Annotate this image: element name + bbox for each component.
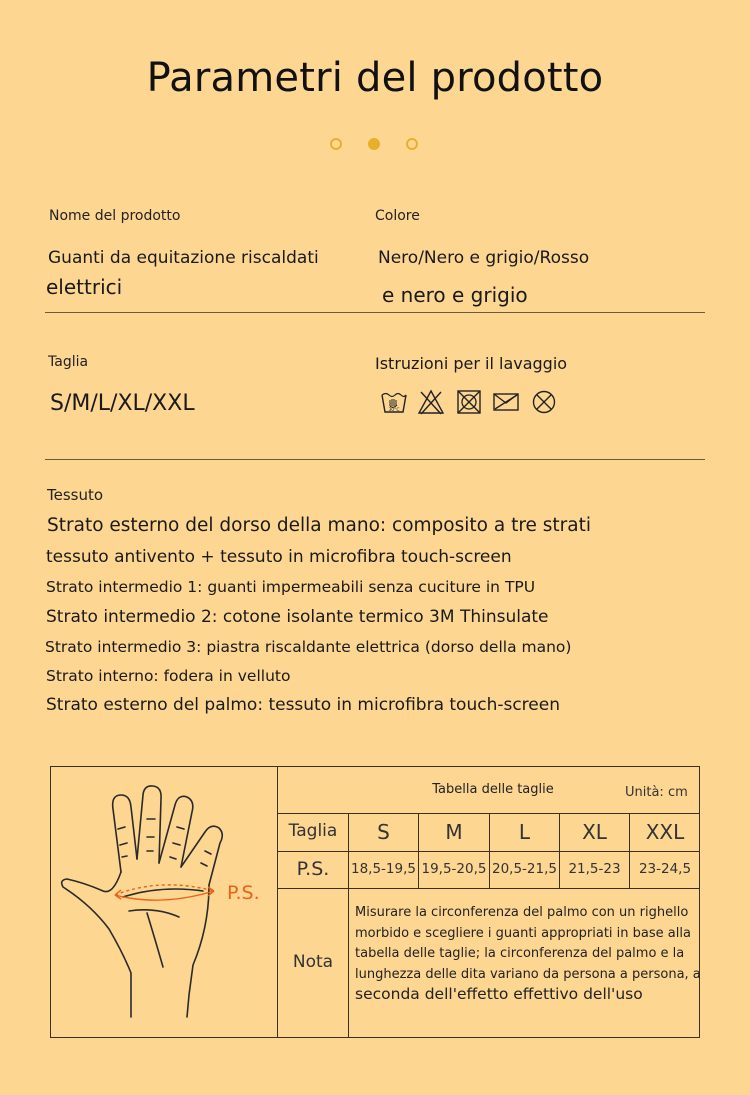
no-dry-clean-icon <box>530 388 558 416</box>
ps-marker-label: P.S. <box>227 882 260 904</box>
note-line-2: morbido e scegliere i guanti appropriati in base alla <box>355 926 691 941</box>
fabric-line-5: Strato intermedio 3: piastra riscaldante elettrica (dorso della mano) <box>45 638 572 656</box>
size-l: L <box>518 820 531 844</box>
ps-l: 20,5-21,5 <box>492 861 557 877</box>
note-line-1: Misurare la circonferenza del palmo con un righello <box>355 905 689 920</box>
fabric-label: Tessuto <box>47 486 104 504</box>
carousel-dot-2-active[interactable] <box>368 138 380 150</box>
table-hline-1 <box>277 813 700 814</box>
ps-xl: 21,5-23 <box>568 861 621 877</box>
row-size-label: Taglia <box>288 821 338 841</box>
table-divider-hand <box>277 766 278 1038</box>
fabric-line-1: Strato esterno del dorso della mano: composito a tre strati <box>47 515 592 536</box>
row-note-label: Nota <box>292 952 334 972</box>
product-name-label: Nome del prodotto <box>49 208 181 224</box>
color-line1: Nero/Nero e grigio/Rosso <box>378 248 590 268</box>
wash-30-icon <box>380 388 408 416</box>
product-name-line2: elettrici <box>46 275 123 299</box>
size-m: M <box>445 820 463 844</box>
color-label: Colore <box>375 208 420 224</box>
note-line-3: tabella delle taglie; la circonferenza del palmo e la <box>355 946 685 961</box>
divider-1 <box>45 312 705 313</box>
no-bleach-icon <box>417 388 445 416</box>
fabric-line-3: Strato intermedio 1: guanti impermeabili senza cuciture in TPU <box>46 578 536 596</box>
table-hline-2 <box>277 851 700 852</box>
page-title: Parametri del prodotto <box>146 55 604 101</box>
carousel-dot-3[interactable] <box>406 138 418 150</box>
divider-2 <box>45 459 705 460</box>
ps-s: 18,5-19,5 <box>351 861 416 877</box>
size-value: S/M/L/XL/XXL <box>50 391 195 416</box>
size-label: Taglia <box>48 354 89 370</box>
size-table-unit: Unità: cm <box>625 785 688 800</box>
fabric-line-2: tessuto antivento + tessuto in microfibra touch-screen <box>46 547 512 567</box>
size-table-title: Tabella delle taglie <box>432 782 554 797</box>
fabric-line-7: Strato esterno del palmo: tessuto in microfibra touch-screen <box>46 695 560 715</box>
size-s: S <box>377 820 390 844</box>
note-line-4: lunghezza delle dita variano da persona a persona, a <box>355 967 701 982</box>
ps-m: 19,5-20,5 <box>421 861 487 877</box>
table-hline-3 <box>277 888 700 889</box>
size-xxl: XXL <box>645 820 685 844</box>
svg-text:30°C: 30°C <box>388 408 400 413</box>
no-tumble-dry-icon <box>455 388 483 416</box>
ps-xxl: 23-24,5 <box>638 861 692 877</box>
carousel-dot-1[interactable] <box>330 138 342 150</box>
no-iron-icon <box>492 388 520 416</box>
note-line-5: seconda dell'effetto effettivo dell'uso <box>355 985 643 1003</box>
hand-measure-icon <box>51 767 277 1037</box>
fabric-line-6: Strato interno: fodera in velluto <box>46 667 291 685</box>
product-name-line1: Guanti da equitazione riscaldati <box>48 248 319 268</box>
size-xl: XL <box>582 820 607 844</box>
row-ps-label: P.S. <box>296 858 330 880</box>
color-line2: e nero e grigio <box>382 283 528 307</box>
fabric-line-4: Strato intermedio 2: cotone isolante termico 3M Thinsulate <box>46 607 549 627</box>
wash-label: Istruzioni per il lavaggio <box>375 354 568 373</box>
table-divider-col0 <box>348 813 349 1038</box>
